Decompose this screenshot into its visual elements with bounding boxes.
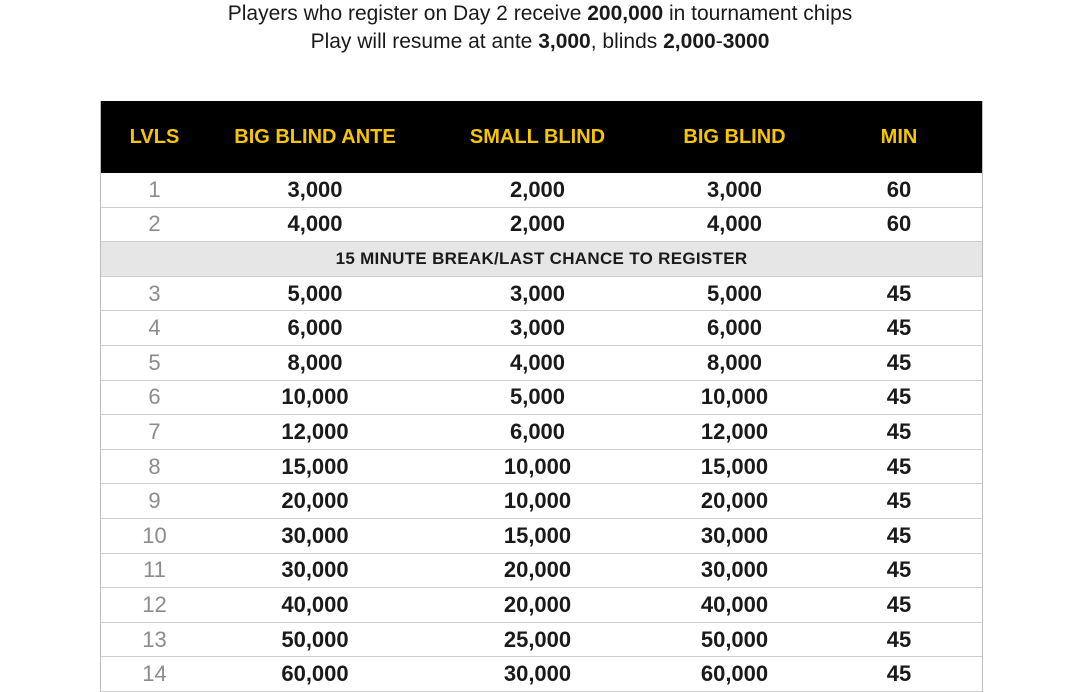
minutes-cell: 60 <box>886 211 912 237</box>
small-blind-cell: 5,000 <box>509 384 566 410</box>
header-big-blind: BIG BLIND <box>683 125 786 148</box>
level-cell: 13 <box>142 626 167 652</box>
minutes-cell: 45 <box>886 315 912 341</box>
big-blind-cell: 8,000 <box>706 349 763 375</box>
big-blind-cell: 30,000 <box>700 522 769 548</box>
blind-structure-table <box>100 101 983 692</box>
small-blind-cell: 10,000 <box>503 453 572 479</box>
big-blind-cell: 50,000 <box>700 626 769 652</box>
minutes-cell: 45 <box>886 384 912 410</box>
big-blind-ante-cell: 6,000 <box>287 315 343 341</box>
level-cell: 7 <box>148 418 161 444</box>
small-blind-cell: 4,000 <box>509 349 566 375</box>
table-row <box>101 588 982 623</box>
level-cell: 4 <box>148 315 161 341</box>
minutes-cell: 60 <box>886 176 912 202</box>
intro-line-2 <box>0 28 1080 56</box>
big-blind-ante-cell: 8,000 <box>287 349 343 375</box>
big-blind-cell: 30,000 <box>700 557 769 583</box>
big-blind-ante-cell: 3,000 <box>287 176 343 202</box>
minutes-cell: 45 <box>886 591 912 617</box>
rows-after-break <box>101 277 982 692</box>
header-small-blind: SMALL BLIND <box>469 125 606 148</box>
minutes-cell: 45 <box>886 522 912 548</box>
big-blind-ante-cell: 60,000 <box>281 661 349 687</box>
big-blind-cell: 40,000 <box>700 591 769 617</box>
level-cell: 11 <box>143 557 166 583</box>
table-row <box>101 484 982 519</box>
starting-chips-value: 200,000 <box>587 2 664 25</box>
small-blind-cell: 2,000 <box>509 211 566 237</box>
level-cell: 10 <box>142 522 167 548</box>
resume-big-blind-value: 3000 <box>722 30 770 53</box>
level-cell: 3 <box>148 280 161 306</box>
small-blind-cell: 25,000 <box>503 626 572 652</box>
table-row <box>101 346 982 381</box>
minutes-cell: 45 <box>886 557 912 583</box>
small-blind-cell: 20,000 <box>503 557 572 583</box>
big-blind-ante-cell: 5,000 <box>287 280 343 306</box>
table-row <box>101 554 982 589</box>
small-blind-cell: 6,000 <box>509 418 566 444</box>
intro-text: Players who register on Day 2 receive <box>227 2 588 25</box>
big-blind-ante-cell: 12,000 <box>281 418 349 444</box>
table-row <box>101 623 982 658</box>
level-cell: 8 <box>148 453 161 479</box>
big-blind-ante-cell: 50,000 <box>281 626 349 652</box>
big-blind-cell: 10,000 <box>700 384 769 410</box>
table-row <box>101 519 982 554</box>
level-cell: 2 <box>148 211 161 237</box>
level-cell: 1 <box>148 176 161 202</box>
minutes-cell: 45 <box>886 280 912 306</box>
big-blind-cell: 3,000 <box>706 176 763 202</box>
small-blind-cell: 10,000 <box>503 488 572 514</box>
small-blind-cell: 3,000 <box>509 315 566 341</box>
minutes-cell: 45 <box>886 349 912 375</box>
table-row <box>101 173 982 208</box>
minutes-cell: 45 <box>886 418 912 444</box>
header-levels: LVLS <box>129 125 180 148</box>
minutes-cell: 45 <box>886 661 912 687</box>
intro-text: - <box>715 30 723 53</box>
intro-text: , blinds <box>590 30 664 53</box>
big-blind-ante-cell: 40,000 <box>281 591 349 617</box>
big-blind-ante-cell: 30,000 <box>281 557 349 583</box>
big-blind-ante-cell: 4,000 <box>287 211 343 237</box>
big-blind-cell: 4,000 <box>706 211 763 237</box>
level-cell: 5 <box>148 349 161 375</box>
rows-before-break <box>101 173 982 242</box>
big-blind-cell: 15,000 <box>700 453 769 479</box>
minutes-cell: 45 <box>886 626 912 652</box>
level-cell: 14 <box>142 661 167 687</box>
resume-ante-value: 3,000 <box>538 30 591 53</box>
level-cell: 12 <box>142 591 167 617</box>
intro-line-1 <box>0 0 1080 28</box>
intro-text: Play will resume at ante <box>310 30 539 53</box>
small-blind-cell: 15,000 <box>503 522 572 548</box>
header-minutes: MIN <box>880 125 918 148</box>
header-big-blind-ante: BIG BLIND ANTE <box>234 125 396 148</box>
small-blind-cell: 2,000 <box>509 176 566 202</box>
table-row <box>101 311 982 346</box>
intro-text: in tournament chips <box>663 2 853 25</box>
big-blind-ante-cell: 15,000 <box>281 453 349 479</box>
big-blind-cell: 5,000 <box>706 280 763 306</box>
minutes-cell: 45 <box>886 453 912 479</box>
table-row <box>101 381 982 416</box>
table-row <box>101 415 982 450</box>
table-row <box>101 208 982 243</box>
big-blind-ante-cell: 10,000 <box>281 384 349 410</box>
big-blind-cell: 12,000 <box>700 418 769 444</box>
level-cell: 6 <box>148 384 161 410</box>
big-blind-cell: 20,000 <box>700 488 769 514</box>
minutes-cell: 45 <box>886 488 912 514</box>
table-row <box>101 450 982 485</box>
small-blind-cell: 3,000 <box>509 280 566 306</box>
break-row: 15 MINUTE BREAK/LAST CHANCE TO REGISTER <box>101 242 982 277</box>
big-blind-ante-cell: 20,000 <box>281 488 349 514</box>
big-blind-ante-cell: 30,000 <box>281 522 349 548</box>
big-blind-cell: 60,000 <box>700 661 769 687</box>
small-blind-cell: 30,000 <box>503 661 572 687</box>
small-blind-cell: 20,000 <box>503 591 572 617</box>
resume-small-blind-value: 2,000 <box>663 30 716 53</box>
big-blind-cell: 6,000 <box>706 315 763 341</box>
table-header <box>101 101 982 173</box>
table-row <box>101 277 982 312</box>
level-cell: 9 <box>148 488 161 514</box>
